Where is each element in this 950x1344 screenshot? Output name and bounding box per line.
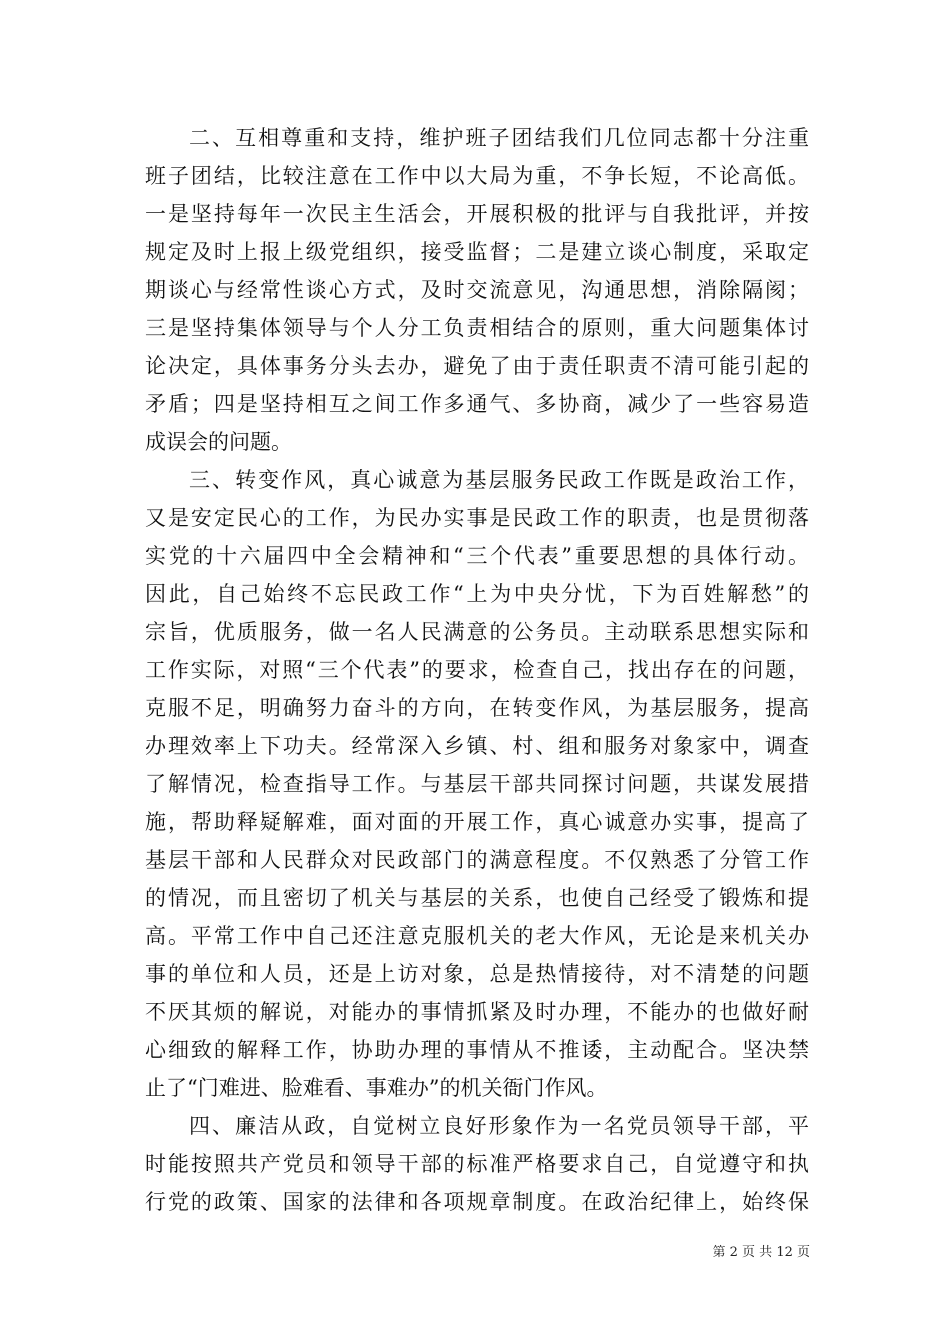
text-line: 三是坚持集体领导与个人分工负责相结合的原则，重大问题集体讨: [145, 316, 809, 340]
page-footer: 第 2 页 共 12 页: [712, 1245, 810, 1260]
text-line: 工作实际，对照“三个代表”的要求，检查自己，找出存在的问题，: [145, 658, 809, 682]
text-line: 三、转变作风，真心诚意为基层服务民政工作既是政治工作，: [189, 468, 809, 492]
text-line: 克服不足，明确努力奋斗的方向，在转变作风，为基层服务，提高: [145, 696, 809, 720]
text-line: 行党的政策、国家的法律和各项规章制度。在政治纪律上，始终保: [145, 1190, 809, 1214]
text-line: 基层干部和人民群众对民政部门的满意程度。不仅熟悉了分管工作: [145, 848, 809, 872]
text-line: 论决定，具体事务分头去办，避免了由于责任职责不清可能引起的: [145, 354, 809, 378]
text-line: 事的单位和人员，还是上访对象，总是热情接待，对不清楚的问题: [145, 962, 809, 986]
text-line: 一是坚持每年一次民主生活会，开展积极的批评与自我批评，并按: [145, 202, 809, 226]
paragraph: [145, 119, 809, 461]
text-line: 四、廉洁从政，自觉树立良好形象作为一名党员领导干部，平: [189, 1114, 809, 1138]
text-line: 止了“门难进、脸难看、事难办”的机关衙门作风。: [145, 1076, 608, 1100]
text-line: 不厌其烦的解说，对能办的事情抓紧及时办理，不能办的也做好耐: [145, 1000, 809, 1024]
text-line: 矛盾；四是坚持相互之间工作多通气、多协商，减少了一些容易造: [145, 392, 809, 416]
text-line: 时能按照共产党员和领导干部的标准严格要求自己，自觉遵守和执: [145, 1152, 809, 1176]
text-line: 宗旨，优质服务，做一名人民满意的公务员。主动联系思想实际和: [145, 620, 809, 644]
text-line: 施，帮助释疑解难，面对面的开展工作，真心诚意办实事，提高了: [145, 810, 809, 834]
text-line: 又是安定民心的工作，为民办实事是民政工作的职责，也是贯彻落: [145, 506, 809, 530]
text-line: 期谈心与经常性谈心方式，及时交流意见，沟通思想，消除隔阂；: [145, 278, 809, 302]
text-line: 规定及时上报上级党组织，接受监督；二是建立谈心制度，采取定: [145, 240, 809, 264]
text-line: 心细致的解释工作，协助办理的事情从不推诿，主动配合。坚决禁: [145, 1038, 809, 1062]
text-line: 二、互相尊重和支持，维护班子团结我们几位同志都十分注重: [189, 126, 809, 150]
body-text: [145, 119, 809, 1221]
text-line: 办理效率上下功夫。经常深入乡镇、村、组和服务对象家中，调查: [145, 734, 809, 758]
text-line: 高。平常工作中自己还注意克服机关的老大作风，无论是来机关办: [145, 924, 809, 948]
text-line: 了解情况，检查指导工作。与基层干部共同探讨问题，共谋发展措: [145, 772, 809, 796]
text-line: 的情况，而且密切了机关与基层的关系，也使自己经受了锻炼和提: [145, 886, 809, 910]
text-line: 实党的十六届四中全会精神和“三个代表”重要思想的具体行动。: [145, 544, 809, 568]
text-line: 因此，自己始终不忘民政工作“上为中央分忧，下为百姓解愁”的: [145, 582, 809, 606]
text-line: 班子团结，比较注意在工作中以大局为重，不争长短，不论高低。: [145, 164, 809, 188]
text-line: 成误会的问题。: [145, 430, 292, 454]
paragraph: [145, 461, 809, 1107]
paragraph: [145, 1107, 809, 1221]
